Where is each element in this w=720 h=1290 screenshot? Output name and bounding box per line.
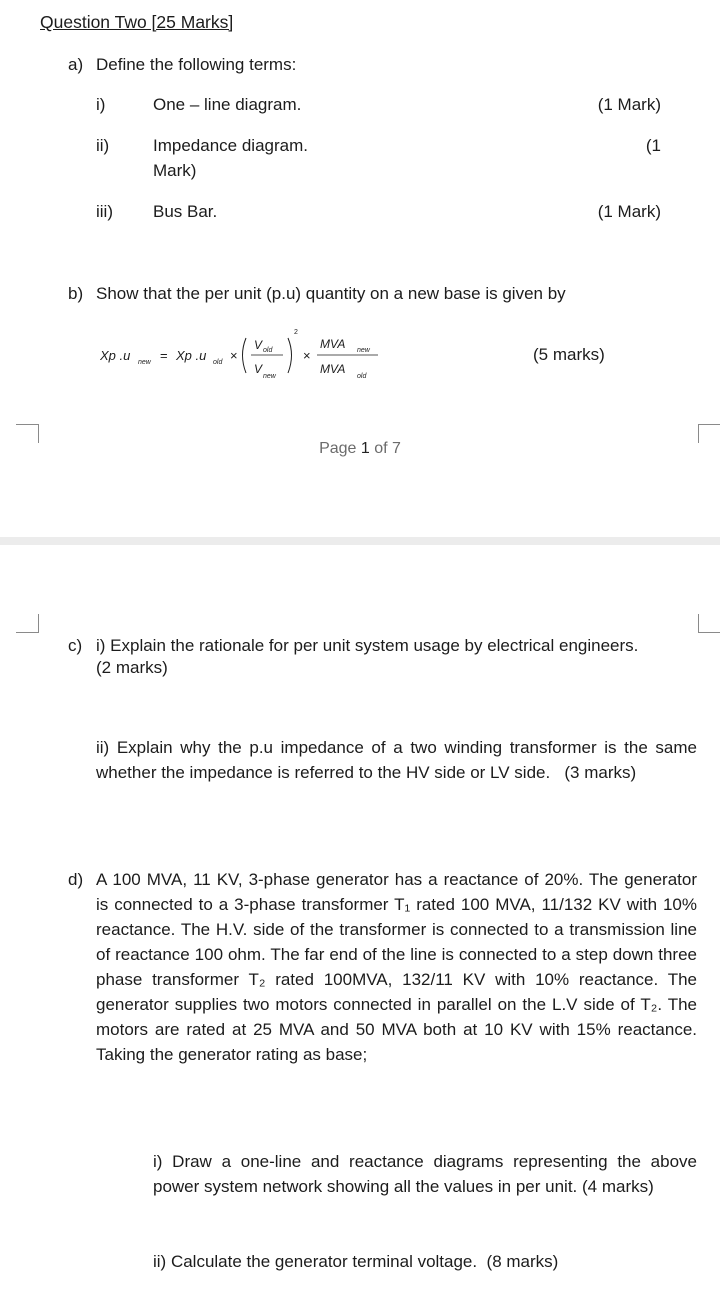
page-separator	[0, 537, 720, 545]
part-c-i-text: i) Explain the rationale for per unit system usage by electrical engineers.	[96, 636, 639, 655]
formula-right-paren	[288, 338, 292, 373]
formula-lhs: Xp .u	[100, 348, 131, 363]
part-d-text: A 100 MVA, 11 KV, 3-phase generator has a reactance of 20%. The generator is connected to a 3-phase transformer T₁ rated 100 MVA, 11/132 KV with 10% reactance. The H.V. side of the transformer is connected to a transmission line of reactance 100 ohm. The far end of the line is connected to a step down three phase transformer T₂ rated 100MVA, 132/11 KV with 10% reactance. The generator supplies two motors connected in parallel on the L.V side of T₂. The motors are rated at 25 MVA and 50 MVA both at 10 KV with 15% reactance. Taking the generator rating as base;	[96, 870, 697, 1064]
formula-power: 2	[294, 329, 298, 336]
page-corner-mark	[16, 614, 39, 633]
formula-num-mva-sub: new	[357, 347, 370, 354]
part-a-item-text: Impedance diagram.	[153, 136, 308, 155]
formula-lhs-sub: new	[138, 359, 151, 366]
part-a-item-marks: (1 Mark)	[597, 202, 661, 221]
formula-den-v: V	[254, 362, 263, 376]
part-d-label: d)	[68, 870, 84, 889]
part-a-label: a)	[68, 55, 84, 74]
part-b-label: b)	[68, 284, 84, 303]
part-d-i-text: i) Draw a one-line and reactance diagrams representing the above power system network showing all the values in per unit. (4 marks)	[153, 1152, 697, 1196]
part-c-i-marks: (2 marks)	[96, 658, 168, 677]
part-a-item-marks: (1	[645, 136, 661, 155]
part-a-item-marks-cont: Mark)	[153, 161, 197, 180]
part-c-label: c)	[68, 636, 83, 655]
formula-num-mva: MVA	[320, 337, 346, 351]
part-a-item-text: Bus Bar.	[153, 202, 218, 221]
formula-rhs1-sub: old	[213, 359, 223, 366]
part-b-text: Show that the per unit (p.u) quantity on a new base is given by	[96, 284, 566, 303]
formula-rhs1: Xp .u	[176, 348, 207, 363]
part-c-ii-text: ii) Explain why the p.u impedance of a two winding transformer is the same whether the impedance is referred to the HV side or LV side. (3 marks)	[96, 738, 697, 782]
formula-den-mva: MVA	[320, 362, 346, 376]
formula-times-2: ×	[303, 348, 311, 363]
part-a-item-marks: (1 Mark)	[597, 95, 661, 114]
formula-den-v-sub: new	[263, 373, 276, 380]
formula-den-mva-sub: old	[357, 373, 367, 380]
part-a-item-num: iii)	[96, 202, 113, 221]
formula-num-v-sub: old	[263, 347, 273, 354]
formula-times: ×	[230, 348, 238, 363]
part-a-item-num: ii)	[96, 136, 110, 155]
part-b-marks: (5 marks)	[533, 345, 605, 364]
question-title: Question Two [25 Marks]	[40, 12, 234, 32]
formula-equals: =	[160, 348, 168, 363]
part-a-item-text: One – line diagram.	[153, 95, 302, 114]
formula-num-v: V	[254, 338, 263, 352]
per-unit-formula	[100, 326, 390, 384]
part-d-ii-text: ii) Calculate the generator terminal voltage. (8 marks)	[153, 1252, 559, 1271]
part-a-text: Define the following terms:	[96, 55, 297, 74]
page-number: Page 1 of 7	[319, 440, 401, 457]
part-a-item-num: i)	[96, 95, 106, 114]
formula-left-paren	[243, 338, 247, 373]
page-corner-mark	[698, 614, 720, 633]
